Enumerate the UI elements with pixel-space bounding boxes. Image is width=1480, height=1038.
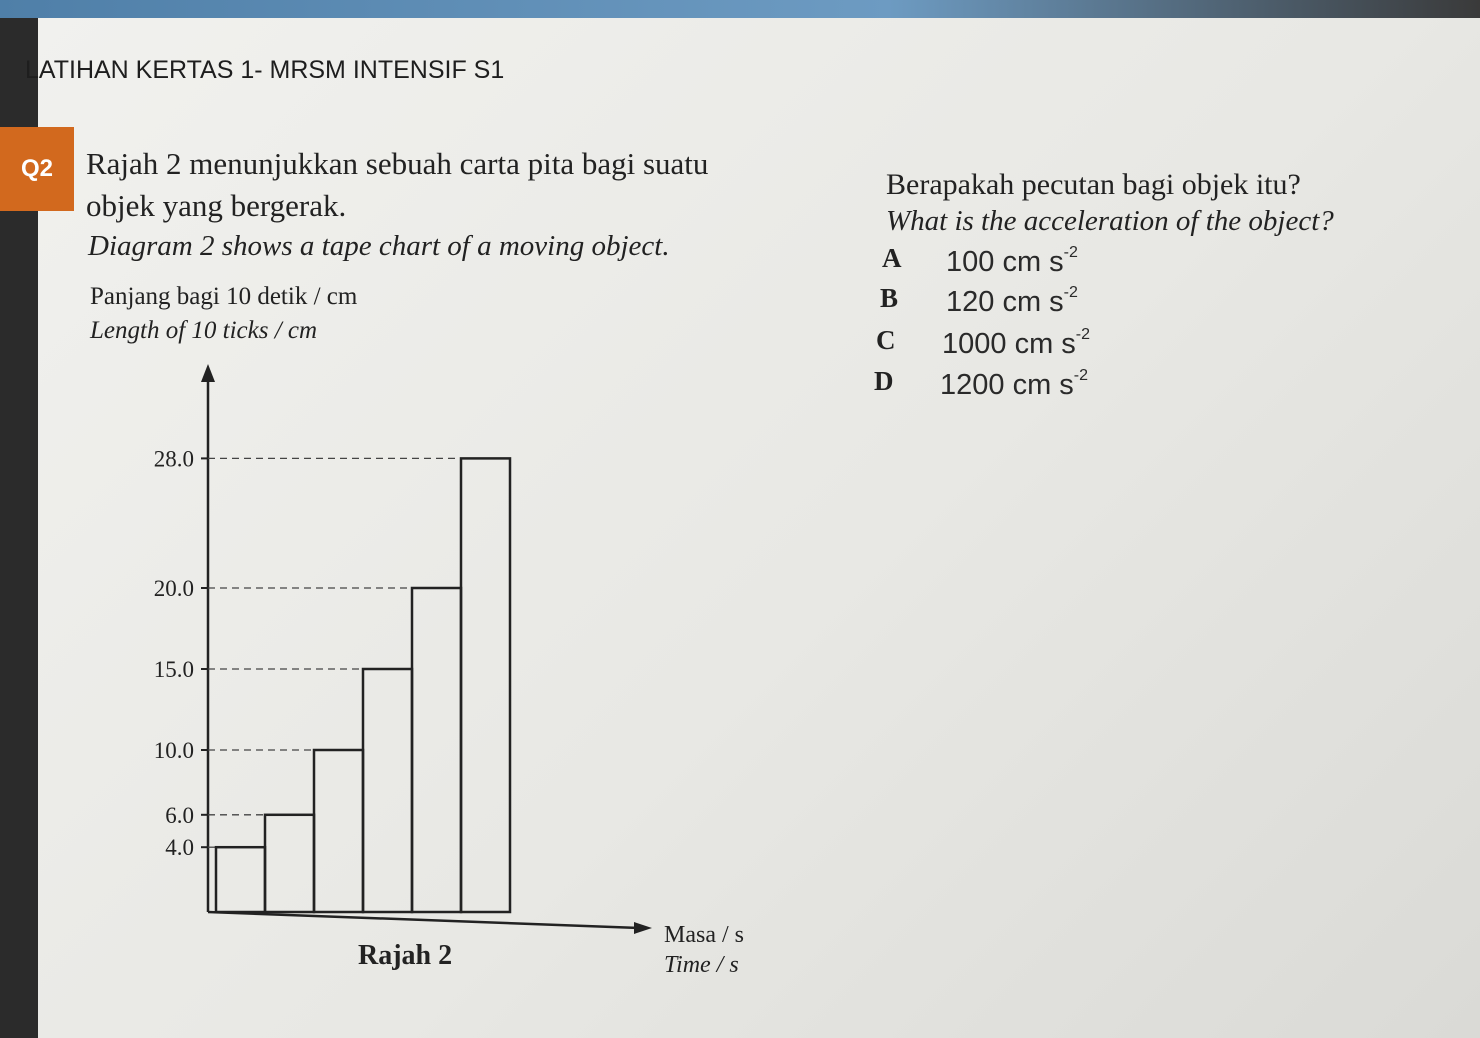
y-axis-arrow [201,364,215,382]
x-axis-label-english: Time / s [664,952,739,978]
y-tick-label: 28.0 [153,446,194,472]
option-c-value: 1000 cm $s^{-2}$ [942,326,1091,360]
tape-bar [265,815,314,912]
stem-english: Diagram 2 shows a tape chart of a moving object. [88,230,670,262]
option-c-letter: C [876,325,896,355]
y-tick-label: 20.0 [153,576,194,601]
y-tick-label: 6.0 [165,802,194,828]
y-axis-label-english: Length of 10 ticks / cm [90,317,318,344]
question-ask-english: What is the acceleration of the object? [886,205,1334,237]
y-tick-label: 4.0 [165,835,194,861]
option-d-letter: D [874,366,894,396]
tape-bar [314,750,363,912]
question-ask-malay: Berapakah pecutan bagi objek itu? [886,168,1301,201]
option-b-value: 120 cm $s^{-2}$ [946,284,1078,318]
option-a-letter: A [882,243,902,273]
y-axis-label-malay: Panjang bagi 10 detik / cm [90,283,358,310]
tape-bar [363,669,412,912]
x-axis-label-malay: Masa / s [664,922,744,948]
tape-bar [461,458,510,912]
option-a-value: 100 cm $s^{-2}$ [946,244,1078,278]
stem-malay-line2: objek yang bergerak. [86,188,347,223]
x-axis-arrow [634,922,652,934]
chart-title: Rajah 2 [358,940,453,971]
tape-bar [216,847,265,912]
x-axis-line [208,912,640,928]
question-number-badge: Q2 [0,127,74,211]
tape-bar [412,588,461,912]
option-b-letter: B [880,283,899,313]
stem-malay-line1: Rajah 2 menunjukkan sebuah carta pita bagi suatu [86,146,709,181]
y-tick-label: 15.0 [153,657,194,682]
y-tick-label: 10.0 [153,738,194,763]
option-d-value: 1200 cm $s^{-2}$ [940,367,1089,401]
paper-title: LATIHAN KERTAS 1- MRSM INTENSIF S1 [25,56,505,84]
